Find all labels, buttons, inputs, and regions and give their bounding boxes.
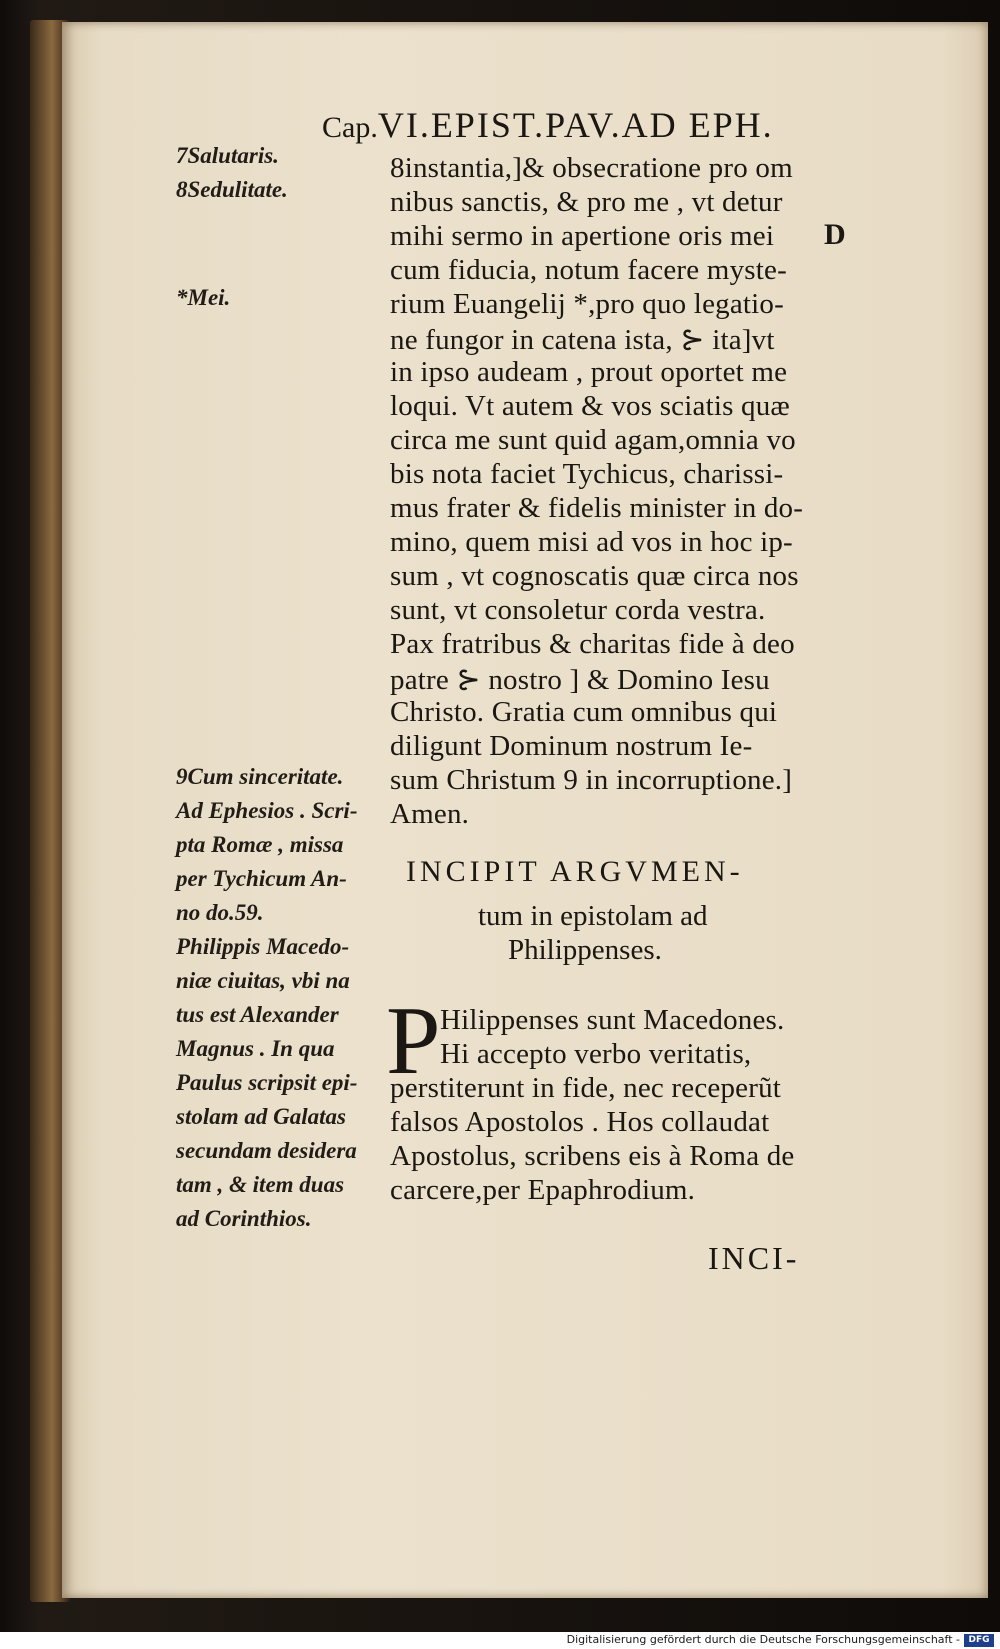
main-text-line: mihi sermo in apertione oris mei (390, 220, 775, 252)
argument-heading: INCIPIT ARGVMEN- (406, 855, 744, 888)
margin-note: tam , & item duas (176, 1172, 345, 1197)
margin-note: Paulus scripsit epi- (176, 1070, 358, 1095)
drop-cap: P (386, 987, 441, 1095)
main-text-line: cum fiducia, notum facere myste- (390, 254, 787, 286)
main-text-line: loqui. Vt autem & vos sciatis quæ (390, 390, 790, 422)
margin-note: Ad Ephesios . Scri- (176, 798, 358, 823)
argument-subheading: tum in epistolam ad (478, 900, 708, 932)
argument-subheading: Philippenses. (508, 934, 662, 966)
argument-line: Hilippenses sunt Macedones. (440, 1004, 785, 1036)
margin-note: Magnus . In qua (176, 1036, 335, 1061)
main-text-line: in ipso audeam , prout oportet me (390, 356, 788, 388)
main-text-line: sunt, vt consoletur corda vestra. (390, 594, 766, 626)
main-text-line: sum Christum 9 in incorruptione.] (390, 764, 793, 796)
margin-note: stolam ad Galatas (176, 1104, 346, 1129)
margin-note: secundam desidera (176, 1138, 357, 1163)
margin-note: 7Salutaris. (176, 143, 279, 168)
main-text-line: rium Euangelij *,pro quo legatio- (390, 288, 784, 320)
margin-note: 9Cum sinceritate. (176, 764, 344, 789)
margin-note: no do.59. (176, 900, 264, 925)
main-text-line: mino, quem misi ad vos in hoc ip- (390, 526, 793, 558)
running-head-title: VI.EPIST.PAV.AD EPH. (377, 105, 774, 145)
main-text-line: 8instantia,]& obsecratione pro om (390, 152, 793, 184)
margin-note: per Tychicum An- (176, 866, 347, 891)
margin-note: tus est Alexander (176, 1002, 339, 1027)
main-text-line: Pax fratribus & charitas fide à deo (390, 628, 795, 660)
main-text-line: mus frater & fidelis minister in do- (390, 492, 804, 524)
main-text-line: Amen. (390, 798, 470, 830)
dfg-logo: DFG (964, 1634, 994, 1647)
margin-note: ad Corinthios. (176, 1206, 312, 1231)
argument-line: perstiterunt in fide, nec receperũt (390, 1072, 782, 1104)
main-text-line: circa me sunt quid agam,omnia vo (390, 424, 796, 456)
main-text-line: nibus sanctis, & pro me , vt detur (390, 186, 783, 218)
main-text-line: bis nota faciet Tychicus, charissi- (390, 458, 784, 490)
margin-note: Philippis Macedo- (176, 934, 350, 959)
margin-note: niæ ciuitas, vbi na (176, 968, 350, 993)
argument-line: Hi accepto verbo veritatis, (440, 1038, 752, 1070)
main-text-line: ne fungor in catena ista, ⊱ ita]vt (390, 324, 775, 356)
main-text-line: patre ⊱ nostro ] & Domino Iesu (390, 664, 770, 696)
argument-line: carcere,per Epaphrodium. (390, 1174, 696, 1206)
margin-note: *Mei. (176, 285, 231, 310)
argument-line: falsos Apostolos . Hos collaudat (390, 1106, 770, 1138)
margin-note: pta Romæ , missa (176, 832, 344, 857)
main-text-line: Christo. Gratia cum omnibus qui (390, 696, 778, 728)
argument-line: Apostolus, scribens eis à Roma de (390, 1140, 795, 1172)
footer-credit: Digitalisierung gefördert durch die Deutsche Forschungsgemeinschaft - (566, 1633, 960, 1646)
margin-note: 8Sedulitate. (176, 177, 288, 202)
margin-section-mark: D (824, 218, 846, 251)
catchword: INCI- (708, 1240, 800, 1276)
footer-bar (0, 1632, 1000, 1649)
main-text-line: sum , vt cognoscatis quæ circa nos (390, 560, 799, 592)
running-head (322, 104, 774, 146)
running-head-cap: Cap. (322, 111, 378, 144)
main-text-line: diligunt Dominum nostrum Ie- (390, 730, 753, 762)
